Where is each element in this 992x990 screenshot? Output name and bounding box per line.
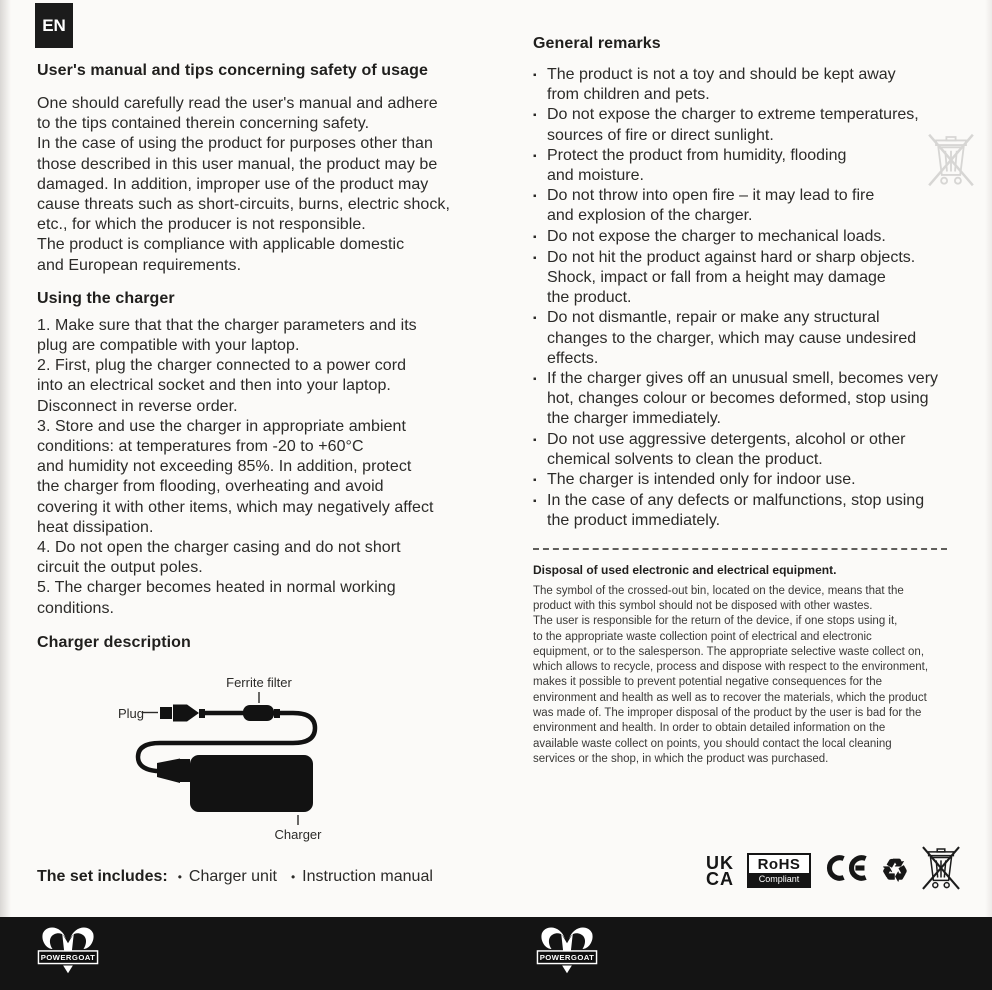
compliance-logos-row (706, 846, 960, 895)
bullet-icon: ▪ (533, 252, 537, 264)
text-line: the charger from flooding, overheating and avoid (37, 478, 384, 496)
ukca-bottom: CA (706, 868, 734, 889)
text-line: and European requirements. (37, 256, 242, 274)
remark-item (533, 491, 963, 531)
remark-text: The product is not a toy and should be kept away from children and pets. (547, 66, 896, 104)
remark-text: Do not expose the charger to mechanical loads. (547, 227, 886, 245)
text-line: covering it with other items, which may negatively affect (37, 498, 434, 516)
bullet-icon: ▪ (533, 475, 537, 487)
text-line: to the appropriate waste collection point of electrical and electronic (533, 630, 872, 643)
goat-horn-left (42, 927, 66, 949)
goat-face (62, 934, 74, 951)
set-includes-item (291, 868, 433, 886)
text-line: One should carefully read the user's manual and adhere (37, 95, 438, 112)
text-line: 1. Make sure that that the charger parameters and its (37, 316, 417, 334)
charger-label: Charger (274, 826, 322, 842)
text-line: 2. First, plug the charger connected to a power cord (37, 357, 407, 375)
remark-text: In the case of any defects or malfunctions, stop using the product immediately. (547, 492, 925, 530)
bullet-icon: ▪ (533, 70, 537, 81)
footer-bar (0, 917, 992, 990)
set-includes-line (37, 868, 473, 886)
text-line: into an electrical socket and then into your laptop. (37, 377, 391, 395)
set-item-text: Charger unit (188, 867, 277, 885)
page-edge-shadow-left (0, 0, 11, 990)
bullet-icon: • (177, 869, 182, 884)
remark-item (533, 430, 963, 470)
ferrite-filter-icon (243, 705, 274, 721)
text-line: services or the shop, in which the product was purchased. (533, 752, 829, 765)
text-line: was made of. The improper disposal of the product by the user is bad for the (533, 707, 922, 720)
intro-paragraph (37, 94, 473, 276)
text-line: Disconnect in reverse order. (37, 397, 238, 415)
general-remarks-list (533, 65, 963, 532)
ferrite-rib (274, 709, 280, 718)
ukca-top: UK (706, 852, 734, 873)
set-item-text: Instruction manual (302, 867, 433, 885)
text-line: conditions: at temperatures from -20 to +60°C (37, 438, 364, 456)
weee-bin-ghost-icon (928, 132, 974, 193)
remark-item (533, 470, 963, 491)
text-line: The product is compliance with applicable domestic (37, 236, 405, 254)
remark-text: Do not throw into open fire – it may lead to fire and explosion of the charger. (547, 187, 875, 225)
brand-name: POWERGOAT (40, 953, 96, 963)
rohs-title: RoHS (757, 856, 801, 873)
left-column (37, 61, 473, 886)
plug-connector-icon (173, 704, 199, 721)
intro-heading: User's manual and tips concerning safety of usage (37, 62, 429, 79)
remark-text: Do not hit the product against hard or sharp objects. Shock, impact or fall from a height may damage the product. (547, 248, 916, 307)
remark-text: If the charger gives off an unusual smell, becomes very hot, changes colour or becomes deformed, stop using the charger immediately. (547, 370, 939, 428)
bullet-icon: ▪ (533, 231, 537, 243)
text-line: makes it possible to prevent potential negative consequences for the (533, 676, 883, 689)
bullet-icon: ▪ (533, 374, 537, 386)
text-line: environment and health as well as to recover the materials, which the product (533, 691, 927, 704)
bullet-icon: ▪ (533, 496, 537, 508)
text-line: which allows to recycle, process and dispose with respect to the environment, (533, 661, 929, 674)
text-line: etc., for which the producer is not responsible. (37, 216, 366, 234)
brand-name: POWERGOAT (539, 953, 595, 963)
remark-text: The charger is intended only for indoor use. (547, 471, 856, 489)
text-line: environment and health. In order to obtain detailed information on the (533, 722, 886, 735)
remark-text: Do not expose the charger to extreme temperatures, sources of fire or direct sunlight. (547, 106, 919, 144)
remark-text: Do not use aggressive detergents, alcohol or other chemical solvents to clean the product. (547, 430, 906, 468)
weee-bin-icon (922, 846, 960, 895)
bullet-icon: ▪ (533, 434, 537, 446)
text-line: The user is responsible for the return of the device, if one stops using it, (533, 615, 898, 628)
rohs-subtitle: Compliant (749, 873, 809, 886)
ukca-mark (706, 852, 734, 889)
text-line: conditions. (37, 599, 115, 617)
plug-label: Plug (118, 705, 145, 721)
bullet-icon: • (290, 869, 296, 884)
remark-item (533, 369, 963, 430)
text-line: cause threats such as short-circuits, burns, electric shock, (37, 196, 450, 214)
bullet-icon: ▪ (533, 110, 537, 122)
text-line: 4. Do not open the charger casing and do not short (37, 539, 401, 557)
text-line: 5. The charger becomes heated in normal working (37, 579, 396, 597)
right-column (533, 34, 963, 767)
goat-beard (63, 965, 73, 973)
dashed-divider (533, 548, 947, 550)
page-edge-shadow-right (985, 0, 992, 990)
ferrite-filter-label: Ferrite filter (226, 674, 292, 690)
set-includes-item (178, 868, 277, 886)
powergoat-logo (536, 921, 598, 982)
powergoat-logo (37, 921, 99, 982)
text-line: In the case of using the product for purposes other than (37, 135, 433, 153)
bullet-icon: ▪ (533, 191, 537, 203)
disposal-heading: Disposal of used electronic and electrical equipment. (533, 562, 837, 577)
dc-connector-tip (180, 759, 190, 782)
text-line: plug are compatible with your laptop. (37, 337, 300, 355)
text-line: equipment, or to the salesperson. The appropriate selective waste collect on, (533, 645, 925, 658)
remark-item (533, 186, 963, 226)
goat-horn-right (70, 927, 94, 949)
remark-text: Protect the product from humidity, flooding and moisture. (547, 146, 847, 185)
remark-item (533, 248, 963, 309)
text-line: circuit the output poles. (37, 559, 203, 577)
recycle-symbol-icon: ♻ (881, 853, 909, 888)
remark-item (533, 308, 963, 369)
rohs-mark (747, 853, 811, 888)
text-line: The symbol of the crossed-out bin, located on the device, means that the (533, 584, 904, 597)
disposal-paragraph (533, 584, 963, 768)
dc-connector-icon (157, 758, 180, 783)
text-line: product with this symbol should not be disposed with other wastes. (533, 599, 873, 612)
ce-mark-icon (824, 853, 868, 888)
text-line: available waste collect on points, you should contact the local cleaning (533, 737, 892, 750)
text-line: to the tips contained therein concerning safety. (37, 115, 370, 133)
using-charger-paragraph (37, 316, 473, 619)
language-badge: EN (35, 3, 73, 48)
using-charger-heading: Using the charger (37, 289, 175, 307)
remark-text: Do not dismantle, repair or make any structural changes to the charger, which may cause undesired effects. (547, 309, 917, 367)
remark-item (533, 105, 963, 145)
charger-body-icon (190, 755, 313, 812)
plug-prong-icon (160, 707, 172, 719)
remark-item (533, 227, 963, 248)
text-line: and humidity not exceeding 85%. In addition, protect (37, 458, 412, 476)
text-line: those described in this user manual, the product may be (37, 155, 438, 173)
set-includes-label: The set includes: (37, 867, 168, 885)
bullet-icon: ▪ (533, 313, 537, 325)
text-line: damaged. In addition, improper use of the product may (37, 175, 429, 193)
charger-diagram (37, 660, 473, 856)
remark-item (533, 65, 963, 105)
general-remarks-heading: General remarks (533, 35, 661, 52)
charger-description-heading: Charger description (37, 633, 191, 651)
text-line: heat dissipation. (37, 518, 154, 536)
set-includes-items (178, 868, 447, 886)
bullet-icon: ▪ (533, 150, 537, 162)
remark-item (533, 146, 963, 186)
charger-diagram-drawing (100, 666, 380, 849)
text-line: 3. Store and use the charger in appropriate ambient (37, 417, 407, 435)
